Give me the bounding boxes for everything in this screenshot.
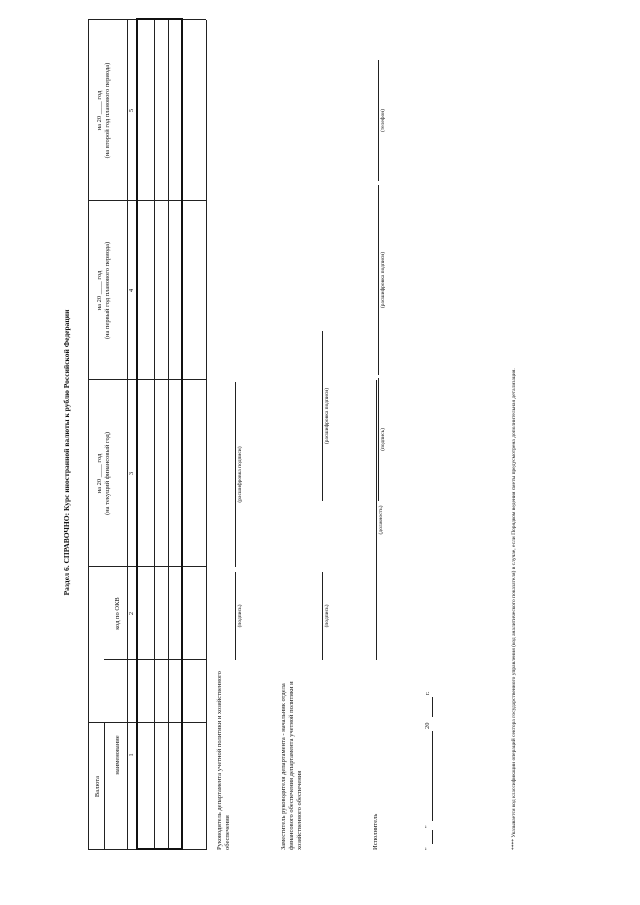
year-prefix: 20 — [424, 722, 431, 729]
month-line — [432, 731, 433, 821]
col-number: 5 — [128, 108, 135, 113]
signature-line — [235, 572, 236, 660]
phone-line — [378, 60, 379, 181]
body-border-left — [136, 848, 181, 850]
deputy-title: Заместитель руководителя департамента - начальник отдела финансового обеспечения департамента учетной политики и хозяйственного обеспечения — [280, 681, 303, 850]
section-title: Раздел 6. СПРАВОЧНО: Курс иностранной валюты к рублю Российской Федерации — [62, 309, 71, 596]
row-divider — [206, 20, 207, 850]
row-divider — [104, 723, 105, 850]
signature-line — [378, 378, 379, 501]
period-header-first-plan: на 20 ____ год (на первый год планового периода) — [96, 241, 111, 340]
col-number: 2 — [128, 611, 135, 616]
currency-header: Валюта — [94, 775, 101, 798]
signature-line — [322, 572, 323, 660]
col-name-header: наименование — [114, 735, 121, 775]
decode-caption: (расшифровка подписи) — [324, 387, 330, 445]
decode-line — [235, 382, 236, 567]
row-divider — [154, 20, 155, 850]
year-line — [432, 697, 433, 717]
decode-line — [378, 185, 379, 375]
col-number: 3 — [128, 471, 135, 476]
signature-caption: (подпись) — [380, 428, 386, 451]
executor-title: Исполнитель — [372, 813, 379, 850]
body-border-bottom — [181, 18, 183, 850]
position-caption: (должность) — [378, 505, 384, 535]
position-line — [376, 380, 377, 660]
decode-caption: (расшифровка подписи) — [380, 251, 386, 309]
date-quote-open: " — [424, 847, 431, 850]
signature-caption: (подпись) — [324, 604, 330, 628]
table-border-top — [88, 20, 89, 850]
date-quote-close: " — [424, 825, 431, 828]
year-suffix: г. — [424, 691, 431, 695]
head-title: Руководитель департамента учетной политики и хозяйственного обеспечения — [216, 671, 231, 850]
phone-caption: (телефон) — [380, 108, 386, 133]
col-divider — [88, 722, 206, 723]
footnote: **** Указывается код классификации операций сектора государственного управления (код аналитического показателя) в случае, если Порядком ведения сметы предусмотрена дополнительная детализация. — [511, 368, 517, 850]
period-header-second-plan: на 20 ____ год (на второй год планового периода) — [96, 62, 111, 159]
body-border-right — [136, 18, 183, 20]
col-number: 4 — [128, 288, 135, 293]
col-number: 1 — [128, 753, 135, 757]
body-border-top — [136, 20, 138, 850]
day-line — [432, 830, 433, 844]
period-header-current: на 20 ____ год (на текущий финансовый год) — [96, 431, 111, 516]
decode-line — [322, 331, 323, 501]
signature-caption: (подпись) — [237, 604, 243, 628]
decode-caption: (расшифровка подписи) — [237, 446, 243, 503]
row-divider — [168, 20, 169, 850]
col-code-header: код по ОКВ — [114, 597, 121, 630]
